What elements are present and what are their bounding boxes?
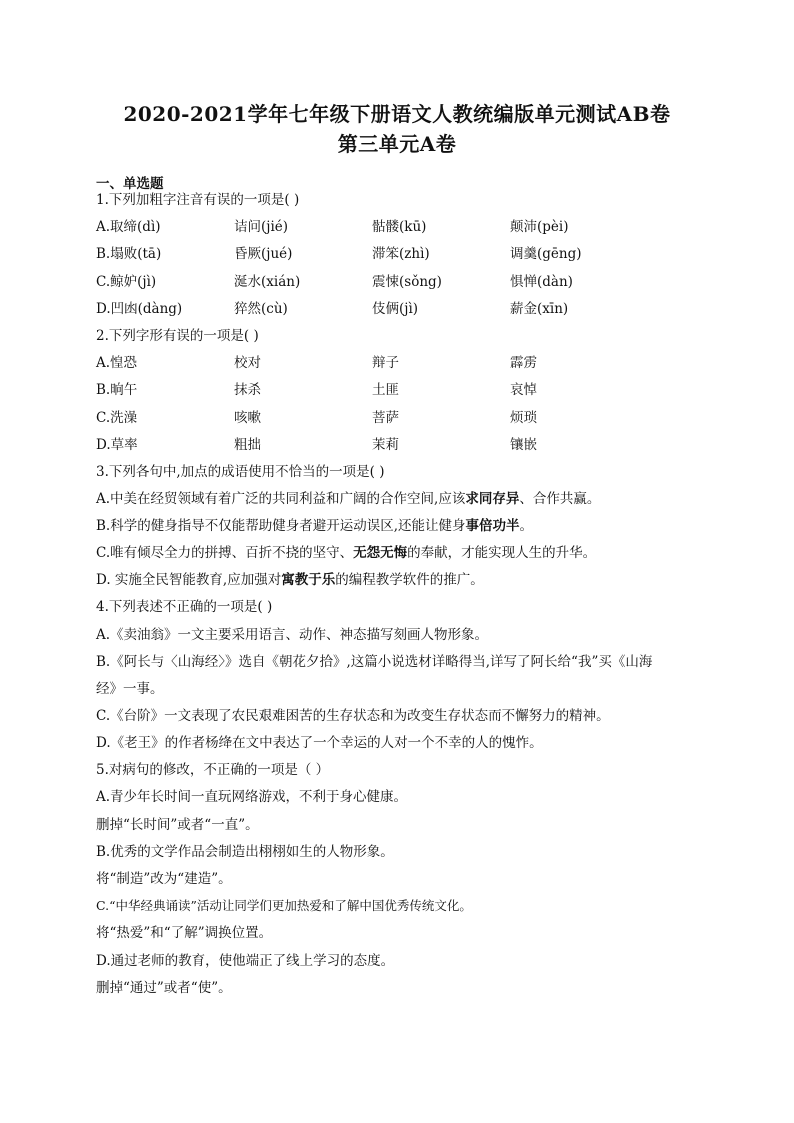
- question-5-fix-a: 删掉“长时间”或者“一直”。: [96, 817, 259, 833]
- option-text: 的编程教学软件的推广。: [335, 572, 484, 588]
- question-5-fix-d: 删掉“通过”或者“使”。: [96, 980, 232, 996]
- question-4-option-c: C.《台阶》一文表现了农民艰难困苦的生存状态和为改变生存状态而不懈努力的精神。: [96, 708, 610, 724]
- option-text: B.科学的健身指导不仅能帮助健身者避开运动误区,还能让健身: [96, 518, 466, 534]
- option-cell: 霹雳: [510, 355, 537, 371]
- idiom-bold: 无怨无悔: [353, 545, 408, 561]
- option-cell: 震悚(sǒng): [372, 274, 442, 290]
- question-5-option-b: B.优秀的文学作品会制造出栩栩如生的人物形象。: [96, 844, 394, 860]
- question-2-stem: 2.下列字形有误的一项是( ): [96, 328, 259, 344]
- question-4-stem: 4.下列表述不正确的一项是( ): [96, 599, 273, 615]
- option-cell: 校对: [234, 355, 261, 371]
- question-2-row-a: [96, 353, 696, 373]
- question-4-option-d: D.《老王》的作者杨绛在文中表达了一个幸运的人对一个不幸的人的愧怍。: [96, 735, 543, 751]
- option-cell: D.凹凼(dàng): [96, 301, 183, 317]
- option-cell: 抹杀: [234, 382, 261, 398]
- option-text: D. 实施全民智能教育,应加强对: [96, 572, 282, 588]
- option-cell: 伎俩(jì): [372, 301, 419, 317]
- option-cell: 猝然(cù): [234, 301, 288, 317]
- question-1-row-c: [96, 272, 696, 292]
- option-text: C.唯有倾尽全力的拼搏、百折不挠的坚守、: [96, 545, 354, 561]
- question-5-option-a: A.青少年长时间一直玩网络游戏，不利于身心健康。: [96, 789, 408, 805]
- option-cell: 滞笨(zhì): [372, 246, 430, 262]
- option-cell: 昏厥(jué): [234, 246, 293, 262]
- question-1-stem: 1.下列加粗字注音有误的一项是( ): [96, 192, 300, 208]
- document-title: 2020-2021学年七年级下册语文人教统编版单元测试AB卷: [123, 102, 671, 126]
- option-cell: B.晌午: [96, 382, 138, 398]
- question-2-row-d: [96, 435, 696, 455]
- question-3-option-c: [96, 543, 596, 563]
- question-5-option-c: C.“中华经典诵读”活动让同学们更加热爱和了解中国优秀传统文化。: [96, 898, 472, 913]
- question-4-option-a: A.《卖油翁》一文主要采用语言、动作、神态描写刻画人物形象。: [96, 627, 489, 643]
- question-1-row-a: [96, 217, 696, 237]
- option-cell: 哀悼: [510, 382, 537, 398]
- question-5-stem: 5.对病句的修改，不正确的一项是（ ）: [96, 762, 330, 778]
- option-text: 的奉献，才能实现人生的升华。: [407, 545, 597, 561]
- option-cell: C.洗澡: [96, 410, 138, 426]
- option-cell: 茉莉: [372, 437, 399, 453]
- question-5-fix-b: 将“制造”改为“建造”。: [96, 871, 232, 887]
- question-4-option-b: B.《阿长与〈山海经〉》选自《朝花夕拾》,这篇小说选材详略得当,详写了阿长给“我”买《山海: [96, 654, 653, 670]
- option-cell: B.塌败(tā): [96, 246, 162, 262]
- option-cell: 涎水(xián): [234, 274, 301, 290]
- option-cell: 薪金(xīn): [510, 301, 569, 317]
- question-2-row-b: [96, 380, 696, 400]
- option-text: A.中美在经贸领域有着广泛的共同利益和广阔的合作空间,应该: [96, 491, 466, 507]
- document-subtitle: 第三单元A卷: [337, 132, 457, 156]
- option-cell: D.草率: [96, 437, 138, 453]
- idiom-bold: 寓教于乐: [281, 572, 336, 588]
- option-cell: 调羹(gēng): [510, 246, 582, 262]
- option-cell: A.惶恐: [96, 355, 138, 371]
- option-cell: A.取缔(dì): [96, 219, 161, 235]
- option-cell: 辩子: [372, 355, 399, 371]
- option-cell: C.鲸妒(jì): [96, 274, 157, 290]
- option-cell: 诘问(jié): [234, 219, 289, 235]
- option-cell: 镶嵌: [510, 437, 537, 453]
- question-1-row-d: [96, 299, 696, 319]
- question-4-option-b-continued: 经》一事。: [96, 681, 164, 697]
- question-3-option-d: [96, 570, 484, 590]
- idiom-bold: 求同存异: [465, 491, 520, 507]
- question-3-option-a: [96, 489, 600, 509]
- option-cell: 土匪: [372, 382, 399, 398]
- option-cell: 烦琐: [510, 410, 537, 426]
- option-text: 。: [519, 518, 534, 534]
- question-5-fix-c: 将“热爱”和“了解”调换位置。: [96, 925, 273, 941]
- question-5-option-d: D.通过老师的教育，使他端正了线上学习的态度。: [96, 953, 395, 969]
- option-cell: 惧惮(dàn): [510, 274, 573, 290]
- option-cell: 咳嗽: [234, 410, 261, 426]
- idiom-bold: 事倍功半: [465, 518, 520, 534]
- option-cell: 粗拙: [234, 437, 261, 453]
- option-cell: 颠沛(pèi): [510, 219, 569, 235]
- question-2-row-c: [96, 408, 696, 428]
- question-1-row-b: [96, 244, 696, 264]
- option-cell: 骷髅(kū): [372, 219, 427, 235]
- section-heading: 一、单选题: [96, 176, 164, 192]
- option-cell: 菩萨: [372, 410, 399, 426]
- question-3-option-b: [96, 516, 533, 536]
- question-3-stem: 3.下列各句中,加点的成语使用不恰当的一项是( ): [96, 464, 385, 480]
- option-text: 、合作共赢。: [519, 491, 601, 507]
